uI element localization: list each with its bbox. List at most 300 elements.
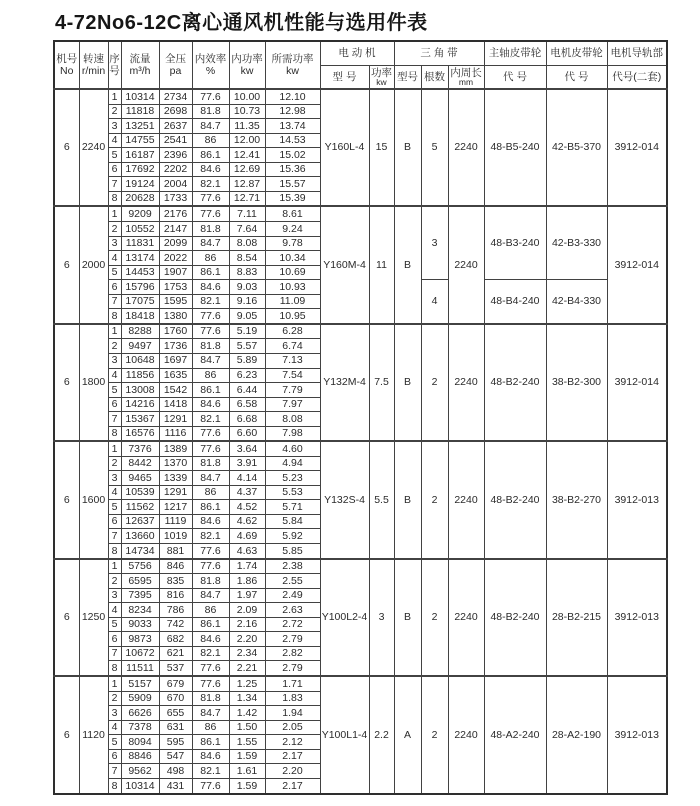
cell-internal-power: 8.08: [229, 236, 265, 251]
cell-flow: 8846: [121, 749, 159, 764]
cell-required-power: 7.54: [265, 368, 320, 383]
cell-seq: 4: [108, 603, 121, 618]
cell-required-power: 2.38: [265, 559, 320, 574]
cell-required-power: 11.09: [265, 294, 320, 309]
header-motor-power: 功率 kw: [371, 66, 392, 88]
table-row: [54, 89, 667, 104]
cell-efficiency: 77.6: [192, 559, 229, 574]
cell-required-power: 15.57: [265, 177, 320, 192]
rail-code: 3912-013: [607, 441, 667, 558]
cell-seq: 8: [108, 778, 121, 794]
cell-pressure: 2022: [159, 251, 192, 266]
belt-model: B: [394, 324, 421, 441]
cell-required-power: 2.12: [265, 735, 320, 750]
cell-internal-power: 4.14: [229, 471, 265, 486]
cell-efficiency: 84.7: [192, 119, 229, 134]
cell-required-power: 5.23: [265, 471, 320, 486]
header-rail-code: 代号(二套): [607, 65, 667, 89]
cell-pressure: 1736: [159, 339, 192, 354]
motor-power: 11: [369, 206, 394, 323]
cell-efficiency: 84.7: [192, 588, 229, 603]
cell-internal-power: 6.60: [229, 426, 265, 441]
cell-pressure: 621: [159, 646, 192, 661]
cell-flow: 11511: [121, 661, 159, 676]
motor-power: 15: [369, 89, 394, 206]
cell-pressure: 2147: [159, 222, 192, 237]
cell-pressure: 595: [159, 735, 192, 750]
cell-flow: 18418: [121, 309, 159, 324]
cell-required-power: 7.79: [265, 383, 320, 398]
cell-seq: 5: [108, 617, 121, 632]
belt-model: B: [394, 441, 421, 558]
cell-flow: 7395: [121, 588, 159, 603]
cell-efficiency: 86.1: [192, 148, 229, 163]
cell-required-power: 5.53: [265, 485, 320, 500]
cell-internal-power: 8.83: [229, 265, 265, 280]
cell-pressure: 816: [159, 588, 192, 603]
cell-required-power: 15.39: [265, 191, 320, 206]
belt-length: 2240: [448, 324, 484, 441]
cell-pressure: 547: [159, 749, 192, 764]
table-body: [54, 89, 667, 794]
cell-efficiency: 86: [192, 133, 229, 148]
header-machine-no: 机号 No: [54, 41, 79, 89]
cell-efficiency: 84.6: [192, 514, 229, 529]
cell-flow: 15367: [121, 412, 159, 427]
cell-internal-power: 3.91: [229, 456, 265, 471]
header-motor-pulley-group: 电机皮带轮: [546, 41, 607, 65]
cell-efficiency: 84.7: [192, 706, 229, 721]
cell-efficiency: 82.1: [192, 646, 229, 661]
cell-required-power: 7.13: [265, 353, 320, 368]
cell-seq: 6: [108, 162, 121, 177]
motor-model: Y132M-4: [320, 324, 369, 441]
cell-seq: 2: [108, 222, 121, 237]
cell-pressure: 1697: [159, 353, 192, 368]
cell-internal-power: 10.73: [229, 104, 265, 119]
header-belt-length: 内周长 mm: [448, 65, 484, 89]
cell-efficiency: 81.8: [192, 104, 229, 119]
cell-required-power: 5.85: [265, 543, 320, 558]
cell-seq: 5: [108, 265, 121, 280]
cell-pressure: 1019: [159, 529, 192, 544]
cell-flow: 7378: [121, 720, 159, 735]
cell-pressure: 1753: [159, 280, 192, 295]
header-required-power: 所需功率 kw: [265, 41, 320, 89]
cell-seq: 5: [108, 148, 121, 163]
cell-pressure: 846: [159, 559, 192, 574]
cell-seq: 2: [108, 104, 121, 119]
cell-flow: 9033: [121, 617, 159, 632]
cell-flow: 13660: [121, 529, 159, 544]
cell-seq: 1: [108, 676, 121, 691]
cell-flow: 9209: [121, 206, 159, 221]
belt-count: 2: [421, 559, 448, 676]
header-belt-model: 型号: [394, 65, 421, 89]
cell-internal-power: 1.55: [229, 735, 265, 750]
cell-internal-power: 1.61: [229, 764, 265, 779]
cell-internal-power: 1.50: [229, 720, 265, 735]
cell-pressure: 1635: [159, 368, 192, 383]
motor-pulley: 28-B2-215: [546, 559, 607, 676]
cell-seq: 8: [108, 661, 121, 676]
cell-flow: 8288: [121, 324, 159, 339]
cell-required-power: 10.69: [265, 265, 320, 280]
cell-seq: 3: [108, 588, 121, 603]
cell-flow: 8442: [121, 456, 159, 471]
cell-flow: 10314: [121, 89, 159, 104]
cell-efficiency: 81.8: [192, 222, 229, 237]
cell-internal-power: 12.87: [229, 177, 265, 192]
cell-pressure: 1339: [159, 471, 192, 486]
cell-internal-power: 4.62: [229, 514, 265, 529]
cell-seq: 7: [108, 177, 121, 192]
cell-efficiency: 77.6: [192, 89, 229, 104]
cell-required-power: 2.17: [265, 749, 320, 764]
cell-internal-power: 2.20: [229, 632, 265, 647]
header-main-pulley-group: 主轴皮带轮: [484, 41, 546, 65]
cell-required-power: 4.60: [265, 441, 320, 456]
table-row: [54, 559, 667, 574]
cell-seq: 5: [108, 735, 121, 750]
cell-flow: 16576: [121, 426, 159, 441]
cell-efficiency: 82.1: [192, 294, 229, 309]
cell-efficiency: 77.6: [192, 661, 229, 676]
cell-efficiency: 84.7: [192, 471, 229, 486]
cell-flow: 8094: [121, 735, 159, 750]
cell-efficiency: 86: [192, 603, 229, 618]
cell-seq: 1: [108, 324, 121, 339]
cell-flow: 5756: [121, 559, 159, 574]
cell-internal-power: 6.44: [229, 383, 265, 398]
header-efficiency: 内效率 %: [192, 41, 229, 89]
cell-seq: 1: [108, 441, 121, 456]
cell-seq: 4: [108, 485, 121, 500]
cell-required-power: 1.94: [265, 706, 320, 721]
cell-flow: 12637: [121, 514, 159, 529]
motor-model: Y160L-4: [320, 89, 369, 206]
cell-required-power: 5.71: [265, 500, 320, 515]
cell-required-power: 2.79: [265, 661, 320, 676]
cell-pressure: 2698: [159, 104, 192, 119]
header-belt-group: 三 角 带: [394, 41, 484, 65]
motor-power: 3: [369, 559, 394, 676]
cell-pressure: 670: [159, 691, 192, 706]
cell-pressure: 1291: [159, 485, 192, 500]
cell-efficiency: 84.7: [192, 353, 229, 368]
cell-efficiency: 86.1: [192, 383, 229, 398]
belt-model: A: [394, 676, 421, 794]
cell-required-power: 15.36: [265, 162, 320, 177]
cell-efficiency: 81.8: [192, 339, 229, 354]
belt-length: 2240: [448, 89, 484, 206]
cell-seq: 4: [108, 251, 121, 266]
header-motor-group: 电 动 机: [320, 41, 394, 65]
cell-required-power: 5.92: [265, 529, 320, 544]
cell-required-power: 9.78: [265, 236, 320, 251]
cell-internal-power: 1.74: [229, 559, 265, 574]
cell-required-power: 13.74: [265, 119, 320, 134]
cell-flow: 9465: [121, 471, 159, 486]
machine-no: 6: [54, 206, 79, 323]
cell-pressure: 1291: [159, 412, 192, 427]
cell-pressure: 631: [159, 720, 192, 735]
cell-seq: 7: [108, 294, 121, 309]
cell-flow: 20628: [121, 191, 159, 206]
cell-internal-power: 5.89: [229, 353, 265, 368]
cell-seq: 7: [108, 646, 121, 661]
cell-flow: 14216: [121, 397, 159, 412]
motor-pulley: 42-B5-370: [546, 89, 607, 206]
cell-efficiency: 86.1: [192, 500, 229, 515]
cell-efficiency: 77.6: [192, 426, 229, 441]
cell-required-power: 1.71: [265, 676, 320, 691]
cell-internal-power: 1.42: [229, 706, 265, 721]
cell-efficiency: 77.6: [192, 778, 229, 794]
belt-count: 3: [421, 206, 448, 279]
cell-pressure: 1380: [159, 309, 192, 324]
cell-required-power: 12.10: [265, 89, 320, 104]
cell-flow: 13174: [121, 251, 159, 266]
cell-internal-power: 1.97: [229, 588, 265, 603]
rail-code: 3912-013: [607, 676, 667, 794]
header-belt-count: 根数: [421, 65, 448, 89]
cell-pressure: 2176: [159, 206, 192, 221]
cell-required-power: 2.49: [265, 588, 320, 603]
cell-seq: 8: [108, 309, 121, 324]
cell-flow: 17075: [121, 294, 159, 309]
cell-efficiency: 86: [192, 368, 229, 383]
machine-no: 6: [54, 441, 79, 558]
cell-seq: 1: [108, 206, 121, 221]
cell-flow: 10314: [121, 778, 159, 794]
main-pulley: 48-B2-240: [484, 324, 546, 441]
cell-flow: 11562: [121, 500, 159, 515]
cell-flow: 9562: [121, 764, 159, 779]
cell-seq: 6: [108, 749, 121, 764]
cell-seq: 7: [108, 764, 121, 779]
cell-flow: 10648: [121, 353, 159, 368]
cell-required-power: 7.98: [265, 426, 320, 441]
cell-seq: 4: [108, 133, 121, 148]
main-pulley: 48-B3-240: [484, 206, 546, 279]
cell-internal-power: 2.16: [229, 617, 265, 632]
belt-count: 4: [421, 280, 448, 324]
cell-required-power: 7.97: [265, 397, 320, 412]
cell-efficiency: 84.7: [192, 236, 229, 251]
cell-pressure: 742: [159, 617, 192, 632]
belt-length: 2240: [448, 206, 484, 323]
belt-length: 2240: [448, 441, 484, 558]
motor-power: 7.5: [369, 324, 394, 441]
header-motor-model: 型 号: [320, 65, 369, 89]
cell-internal-power: 9.05: [229, 309, 265, 324]
cell-pressure: 1389: [159, 441, 192, 456]
cell-seq: 3: [108, 236, 121, 251]
cell-efficiency: 81.8: [192, 456, 229, 471]
cell-pressure: 835: [159, 574, 192, 589]
cell-required-power: 2.17: [265, 778, 320, 794]
cell-pressure: 786: [159, 603, 192, 618]
cell-internal-power: 1.25: [229, 676, 265, 691]
cell-required-power: 8.08: [265, 412, 320, 427]
cell-internal-power: 9.03: [229, 280, 265, 295]
cell-flow: 14453: [121, 265, 159, 280]
speed: 1800: [79, 324, 108, 441]
table-row: [54, 206, 667, 221]
cell-flow: 5909: [121, 691, 159, 706]
belt-length: 2240: [448, 559, 484, 676]
cell-efficiency: 77.6: [192, 309, 229, 324]
cell-efficiency: 84.6: [192, 280, 229, 295]
cell-flow: 14755: [121, 133, 159, 148]
cell-pressure: 655: [159, 706, 192, 721]
cell-required-power: 5.84: [265, 514, 320, 529]
cell-seq: 2: [108, 691, 121, 706]
cell-efficiency: 86.1: [192, 617, 229, 632]
table-header: [54, 41, 667, 89]
cell-pressure: 2099: [159, 236, 192, 251]
cell-flow: 6626: [121, 706, 159, 721]
cell-flow: 6595: [121, 574, 159, 589]
cell-pressure: 1542: [159, 383, 192, 398]
cell-efficiency: 81.8: [192, 691, 229, 706]
belt-model: B: [394, 206, 421, 323]
header-rail-group: 电机导轨部: [607, 41, 667, 65]
cell-efficiency: 84.6: [192, 632, 229, 647]
cell-pressure: 2734: [159, 89, 192, 104]
cell-required-power: 2.72: [265, 617, 320, 632]
cell-pressure: 2396: [159, 148, 192, 163]
cell-internal-power: 1.86: [229, 574, 265, 589]
main-pulley: 48-B4-240: [484, 280, 546, 324]
cell-seq: 5: [108, 383, 121, 398]
motor-model: Y160M-4: [320, 206, 369, 323]
cell-seq: 6: [108, 632, 121, 647]
header-flow: 流量 m³/h: [121, 41, 159, 89]
cell-efficiency: 81.8: [192, 574, 229, 589]
table-row: [54, 441, 667, 456]
cell-flow: 13251: [121, 119, 159, 134]
cell-required-power: 2.63: [265, 603, 320, 618]
cell-flow: 14734: [121, 543, 159, 558]
header-pressure: 全压 pa: [159, 41, 192, 89]
cell-required-power: 2.05: [265, 720, 320, 735]
cell-pressure: 431: [159, 778, 192, 794]
cell-seq: 7: [108, 412, 121, 427]
main-pulley: 48-B5-240: [484, 89, 546, 206]
motor-pulley: 38-B2-270: [546, 441, 607, 558]
cell-internal-power: 4.52: [229, 500, 265, 515]
cell-pressure: 2004: [159, 177, 192, 192]
cell-efficiency: 86.1: [192, 265, 229, 280]
cell-efficiency: 77.6: [192, 324, 229, 339]
header-speed: 转速 r/min: [79, 41, 108, 89]
cell-efficiency: 86.1: [192, 735, 229, 750]
cell-pressure: 1370: [159, 456, 192, 471]
main-pulley: 48-B2-240: [484, 559, 546, 676]
belt-count: 5: [421, 89, 448, 206]
cell-pressure: 881: [159, 543, 192, 558]
cell-seq: 6: [108, 397, 121, 412]
belt-model: B: [394, 559, 421, 676]
cell-required-power: 2.82: [265, 646, 320, 661]
cell-seq: 3: [108, 353, 121, 368]
machine-no: 6: [54, 89, 79, 206]
cell-seq: 6: [108, 280, 121, 295]
cell-internal-power: 1.34: [229, 691, 265, 706]
cell-pressure: 1119: [159, 514, 192, 529]
cell-seq: 8: [108, 191, 121, 206]
cell-pressure: 1760: [159, 324, 192, 339]
motor-pulley: 28-A2-190: [546, 676, 607, 794]
cell-seq: 2: [108, 339, 121, 354]
speed: 2000: [79, 206, 108, 323]
motor-pulley: 42-B4-330: [546, 280, 607, 324]
cell-pressure: 682: [159, 632, 192, 647]
cell-flow: 13008: [121, 383, 159, 398]
cell-efficiency: 82.1: [192, 412, 229, 427]
cell-seq: 2: [108, 456, 121, 471]
cell-efficiency: 84.6: [192, 162, 229, 177]
cell-pressure: 2541: [159, 133, 192, 148]
cell-seq: 6: [108, 514, 121, 529]
cell-efficiency: 77.6: [192, 676, 229, 691]
cell-pressure: 1418: [159, 397, 192, 412]
cell-flow: 11856: [121, 368, 159, 383]
cell-seq: 4: [108, 368, 121, 383]
cell-flow: 7376: [121, 441, 159, 456]
speed: 1600: [79, 441, 108, 558]
cell-required-power: 14.53: [265, 133, 320, 148]
cell-pressure: 1907: [159, 265, 192, 280]
cell-internal-power: 12.69: [229, 162, 265, 177]
cell-required-power: 8.61: [265, 206, 320, 221]
motor-power: 2.2: [369, 676, 394, 794]
cell-seq: 4: [108, 720, 121, 735]
header-internal-power: 内功率 kw: [229, 41, 265, 89]
cell-required-power: 9.24: [265, 222, 320, 237]
cell-seq: 1: [108, 89, 121, 104]
cell-required-power: 6.74: [265, 339, 320, 354]
cell-efficiency: 82.1: [192, 177, 229, 192]
cell-internal-power: 6.23: [229, 368, 265, 383]
belt-length: 2240: [448, 676, 484, 794]
motor-power: 5.5: [369, 441, 394, 558]
cell-efficiency: 84.6: [192, 397, 229, 412]
cell-internal-power: 12.00: [229, 133, 265, 148]
cell-internal-power: 12.41: [229, 148, 265, 163]
cell-required-power: 6.28: [265, 324, 320, 339]
cell-flow: 5157: [121, 676, 159, 691]
cell-required-power: 10.93: [265, 280, 320, 295]
cell-pressure: 1733: [159, 191, 192, 206]
cell-internal-power: 7.64: [229, 222, 265, 237]
cell-pressure: 498: [159, 764, 192, 779]
cell-efficiency: 86: [192, 485, 229, 500]
cell-seq: 2: [108, 574, 121, 589]
motor-model: Y100L2-4: [320, 559, 369, 676]
cell-flow: 15796: [121, 280, 159, 295]
cell-flow: 9873: [121, 632, 159, 647]
rail-code: 3912-013: [607, 559, 667, 676]
header-motor-pulley: 代 号: [546, 65, 607, 89]
cell-flow: 17692: [121, 162, 159, 177]
cell-pressure: 537: [159, 661, 192, 676]
machine-no: 6: [54, 559, 79, 676]
cell-required-power: 10.34: [265, 251, 320, 266]
page-title: 4-72No6-12C离心通风机性能与选用件表: [55, 12, 428, 34]
